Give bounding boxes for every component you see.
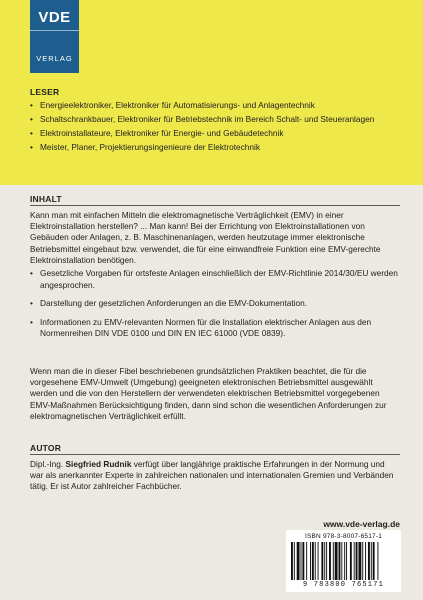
logo-brand: VDE — [38, 9, 71, 26]
autor-bio: Dipl.-Ing. Siegfried Rudnik verfügt über langjährige praktische Erfahrungen in der Normung und war als anerkannter Experte in zahlreichen nationalen und internationalen Gremien und Verbänden tätig. Er ist Autor zahlreicher Fachbücher. — [30, 459, 394, 492]
list-item: • Elektroinstallateure, Elektroniker für Energie- und Gebäudetechnik — [30, 128, 284, 138]
list-item: • Energieelektroniker, Elektroniker für Automatisierungs- und Anlagentechnik — [30, 100, 315, 110]
author-name: Siegfried Rudnik — [65, 459, 132, 469]
vde-logo — [30, 0, 79, 73]
inhalt-heading: INHALT — [30, 194, 62, 204]
bullet-icon: • — [30, 114, 33, 124]
bullet-icon: • — [30, 316, 33, 327]
bullet-icon: • — [30, 100, 33, 110]
autor-heading: AUTOR — [30, 443, 62, 453]
logo-subtitle: VERLAG — [36, 54, 73, 63]
list-item: • Schaltschrankbauer, Elektroniker für Betriebstechnik im Bereich Schalt- und Steueranlagen — [30, 114, 375, 124]
publisher-url[interactable]: www.vde-verlag.de — [323, 519, 400, 529]
isbn-label: ISBN 978-3-8007-6517-1 — [304, 533, 383, 540]
bullet-icon: • — [30, 142, 33, 152]
inhalt-closing: Wenn man die in dieser Fibel beschriebenen grundsätzlichen Praktiken beachtet, die für die vorgesehene EMV-Umwelt (Umgebung) geeigneten elektronischen Betriebsmittel ausgewählt werden und die von den Herstellern der verwendeten elektrischen Betriebsmittel vorgegebenen EMV-Maßnahmen Berücksichtigung finden, dann sind schon die wesentlichen Anforderungen zur elektromagnetischen Verträglichkeit erfüllt. — [30, 366, 387, 421]
list-item: • Darstellung der gesetzlichen Anforderungen an die EMV-Dokumentation. — [30, 298, 308, 308]
leser-heading: LESER — [30, 87, 60, 97]
bullet-icon: • — [30, 298, 33, 308]
bullet-icon: • — [30, 268, 33, 278]
section-divider — [30, 454, 400, 455]
bullet-icon: • — [30, 128, 33, 138]
inhalt-list — [30, 268, 400, 347]
list-item: • Informationen zu EMV-relevanten Normen für die Installation elektrischer Anlagen aus den Normenreihen DIN VDE 0100 und DIN EN IEC 61000 (VDE 0839). — [30, 316, 372, 338]
barcode-panel — [286, 530, 401, 592]
inhalt-intro: Kann man mit einfachen Mitteln die elektromagnetische Verträglichkeit (EMV) in einer Elektroinstallation herstellen? ... Man kann! Bei der Errichtung von Elektroinstallationen von Gebäuden oder Anlagen, z. B. Maschinenanlagen, werden heutzutage immer elektronische Betriebsmittel eingebaut bzw. verwendet, die für eine einwandfreie Funktion eine EMV-gerechte Elektroinstallation benötigen. — [30, 210, 381, 265]
logo-divider — [30, 30, 79, 31]
list-item: • Meister, Planer, Projektierungsingenieure der Elektrotechnik — [30, 142, 260, 152]
list-item: • Gesetzliche Vorgaben für ortsfeste Anlagen einschließlich der EMV-Richtlinie 2014/30/EU werden angesprochen. — [30, 268, 398, 290]
section-divider — [30, 205, 400, 206]
barcode-number: 9 783800 765171 — [302, 581, 384, 589]
leser-list — [30, 100, 400, 156]
barcode-icon — [291, 542, 396, 580]
